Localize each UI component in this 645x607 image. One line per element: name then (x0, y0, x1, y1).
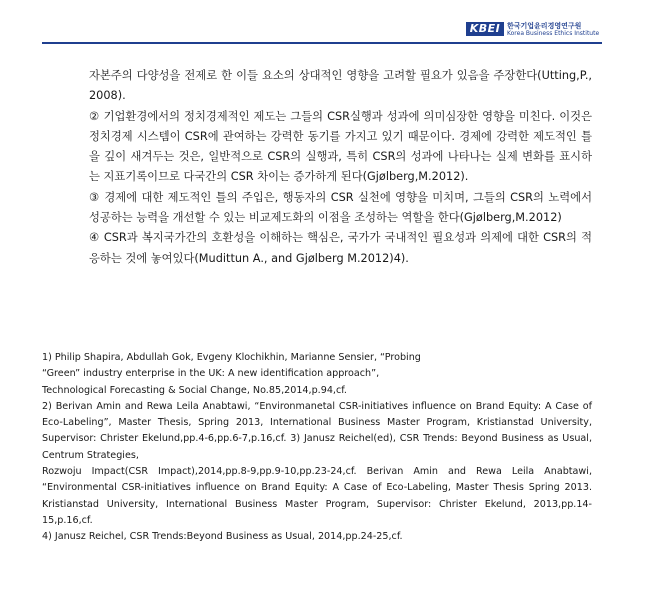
logo-text (507, 22, 599, 37)
body-paragraph: ③ 경제에 대한 제도적인 틀의 주입은, 행동자의 CSR 실천에 영향을 미치며, 그들의 CSR의 노력에서 성공하는 능력을 개선할 수 있는 비교제도화의 이점을 조성하는 역할을 한다(Gjølberg,M.2012) (89, 190, 592, 225)
org-name-korean: 한국기업윤리경영연구원 (507, 22, 582, 30)
footnote-line: 4) Janusz Reichel, CSR Trends:Beyond Business as Usual, 2014,pp.24-25,cf. (42, 531, 403, 543)
body-paragraph: ④ CSR과 복지국가간의 호환성을 이해하는 핵심은, 국가가 국내적인 필요성과 의제에 대한 CSR의 적응하는 것에 놓여있다(Mudittun A., and Gjølberg M.2012)4). (89, 231, 592, 265)
body-paragraph: ② 기업환경에서의 정치경제적인 제도는 그들의 CSR실행과 성과에 의미심장한 영향을 미친다. 이것은 정치경제 시스템이 CSR에 관여하는 강력한 동기를 가지고 있기 때문이다. 경제에 강력한 제도적인 틀을 깊이 새겨두는 것은, 일반적으로 CSR의 실행과, 특히 CSR의 성과에 나타나는 실제 변화를 표시하는 지표기록이므로 다국간의 CSR 차이는 증가하게 된다(Gjølberg,M.2012). (89, 109, 592, 184)
footnote-line: Technological Forecasting & Social Change, No.85,2014,p.94,cf. (42, 384, 347, 396)
footnote-line: 1) Philip Shapira, Abdullah Gok, Evgeny Klochikhin, Marianne Sensier, “Probing (42, 352, 421, 363)
footnote-line: “Green” industry enterprise in the UK: A new identification approach”, (42, 368, 380, 380)
footnote-line: 2) Berivan Amin and Rewa Leila Anabtawi, “Environmanetal CSR-initiatives influence on Brand Equity: A Case of Eco-Labeling”, Master Thesis, Spring 2013, International Business Master Program, Kristianstad University, Supervisor: Christer Ekelund,pp.4-6,pp.6-7,p.16,cf. 3) Janusz Reichel(ed), CSR Trends: Beyond Business as Usual, Centrum Strategies, (42, 400, 592, 461)
header-divider (42, 42, 602, 44)
footnotes (42, 350, 592, 546)
logo-mark: KBEI (466, 22, 504, 36)
page-header (0, 0, 645, 50)
org-name-english: Korea Business Ethics Institute (507, 30, 600, 37)
institute-logo (466, 22, 599, 37)
footnote-line: Rozwoju Impact(CSR Impact),2014,pp.8-9,pp.9-10,pp.23-24,cf. Berivan Amin and Rewa Leila Anabtawi, “Environmental CSR-initiatives influence on Brand Equity: A Case of Eco-Labeling, Master Thesis Spring 2013. Kristianstad University, International Business Master Program, Supervisor: Christer Ekelund, 2013,pp.14-15,p.16,cf. (42, 466, 592, 526)
body-text (89, 66, 592, 269)
body-paragraph: 자본주의 다양성을 전제로 한 이들 요소의 상대적인 영향을 고려할 필요가 있음을 주장한다(Utting,P.,2008). (89, 69, 592, 103)
